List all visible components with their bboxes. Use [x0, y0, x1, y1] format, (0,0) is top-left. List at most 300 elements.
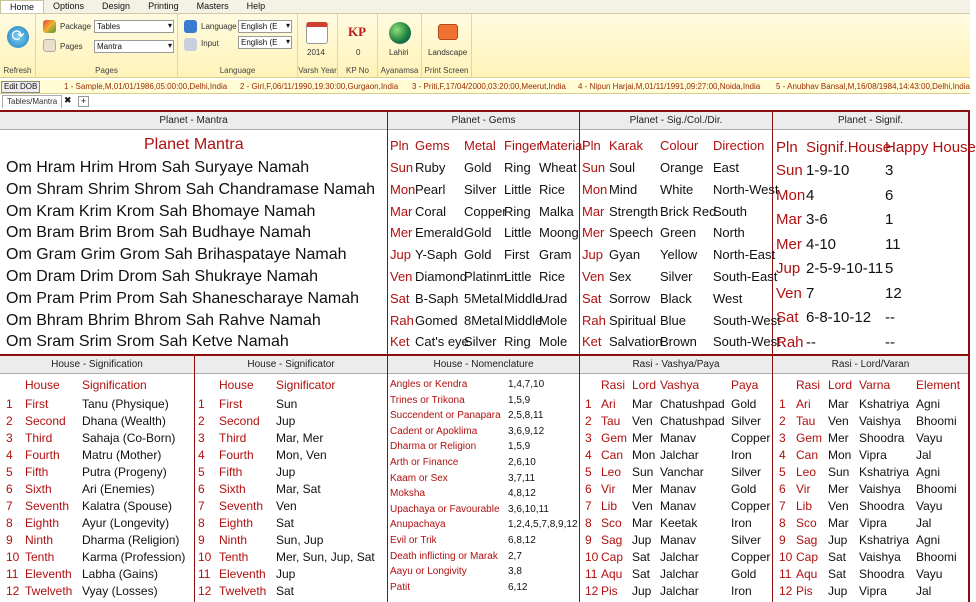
table-cell: Speech — [609, 225, 654, 241]
table-cell: Mar, Mer — [276, 431, 324, 445]
profile-item[interactable]: 2 - Girl,F,06/11/1990,19:30:00,Gurgaon,India — [240, 82, 399, 91]
table-cell: First — [504, 247, 530, 263]
table-cell: Jup — [632, 533, 652, 547]
table-cell: North-East — [713, 247, 776, 263]
table-cell: South — [713, 203, 747, 219]
input-label: Input — [201, 39, 219, 48]
table-cell: Cat's eye — [415, 334, 469, 350]
table-cell: 5 — [885, 260, 894, 277]
table-cell: Ruby — [415, 160, 446, 175]
table-cell: Vipra — [859, 516, 887, 530]
table-cell: Mar — [776, 211, 802, 228]
landscape-icon[interactable] — [438, 24, 458, 40]
table-cell: Dhana (Wealth) — [82, 414, 166, 428]
table-cell: Jup — [276, 414, 296, 428]
table-cell: Ari (Enemies) — [82, 482, 155, 496]
table-cell: Vaishya — [859, 550, 901, 564]
profile-item[interactable]: 3 - Priti,F,17/04/2000,03:20:00,Meerut,India — [412, 82, 566, 91]
table-cell: Blue — [660, 312, 687, 328]
table-cell: 7 — [585, 499, 592, 513]
table-cell: Diamond — [415, 269, 468, 284]
table-cell: B-Saph — [415, 290, 459, 306]
table-cell: -- — [885, 333, 895, 351]
column-header: Pln — [582, 138, 601, 153]
table-cell: Fifth — [25, 465, 49, 479]
panel-title: House - Signification — [0, 356, 194, 374]
table-cell: Jup — [828, 584, 848, 598]
table-cell: Mon — [390, 181, 416, 197]
table-cell: 1-9-10 — [806, 162, 850, 179]
table-cell: Agni — [916, 533, 941, 547]
table-cell: Iron — [731, 516, 752, 530]
table-cell: Ven — [276, 499, 297, 513]
table-cell: Ven — [828, 414, 849, 428]
table-cell: Sat — [390, 290, 410, 306]
table-cell: Sixth — [219, 482, 246, 496]
kp-icon[interactable]: KP — [348, 24, 367, 39]
table-cell: Bhoomi — [916, 550, 957, 564]
table-cell: Fifth — [219, 465, 243, 479]
table-cell: 10 — [585, 550, 599, 564]
table-cell: -- — [806, 333, 816, 351]
table-cell: Sex — [609, 269, 632, 284]
table-cell: Urad — [539, 290, 568, 306]
column-header: Material — [539, 138, 586, 153]
new-tab-button[interactable]: + — [78, 96, 89, 107]
table-cell: Rice — [539, 181, 566, 197]
table-cell: Death inflicting or Marak — [390, 550, 498, 562]
table-cell: Silver — [660, 269, 693, 284]
table-cell: 11 — [885, 235, 901, 253]
table-cell: 12 — [885, 284, 902, 302]
table-cell: Sat — [276, 584, 295, 598]
landscape-label[interactable]: Landscape — [428, 48, 468, 57]
table-cell: 2 — [198, 414, 205, 428]
table-cell: 5Metal — [464, 290, 504, 306]
table-cell: Ayur (Longevity) — [82, 516, 170, 530]
column-header: Colour — [660, 138, 699, 153]
table-cell: Twelveth — [25, 584, 73, 598]
table-cell: Silver — [731, 465, 762, 479]
table-cell: Little — [504, 269, 532, 284]
table-cell: 4 — [779, 448, 786, 462]
table-cell: 11 — [198, 567, 211, 581]
table-cell: Mar — [828, 397, 849, 411]
table-cell: Middle — [504, 312, 543, 328]
table-cell: Silver — [731, 533, 762, 547]
table-cell: 7 — [6, 499, 13, 513]
table-cell: Manav — [660, 533, 697, 547]
table-cell: Pis — [601, 584, 618, 598]
language-icon — [184, 20, 197, 33]
table-cell: Sco — [796, 516, 817, 530]
table-cell: Seventh — [219, 499, 264, 513]
table-cell: Vayu — [916, 499, 943, 513]
table-cell: Mon — [582, 181, 608, 197]
table-cell: First — [219, 397, 243, 411]
table-cell: Cap — [601, 550, 624, 564]
table-cell: Sat — [632, 567, 651, 581]
column-header: House — [25, 378, 60, 392]
table-cell: Little — [504, 225, 532, 241]
table-cell: Second — [219, 414, 260, 428]
table-cell: 12 — [585, 584, 599, 598]
table-cell: Dharma (Religion) — [82, 533, 180, 547]
table-cell: 1 — [885, 211, 894, 228]
table-cell: Soul — [609, 160, 636, 175]
table-cell: Ven — [390, 269, 413, 284]
column-header: Pln — [776, 139, 798, 156]
table-cell: Gold — [464, 247, 492, 263]
table-cell: 8 — [779, 516, 786, 530]
table-cell: Mer — [776, 235, 802, 253]
column-header: Varna — [859, 378, 891, 392]
table-cell: 2,5,8,11 — [508, 410, 544, 422]
table-cell: 3 — [885, 162, 894, 179]
table-cell: Fourth — [25, 448, 60, 462]
table-cell: Mole — [539, 312, 568, 328]
table-cell: Copper — [464, 203, 507, 219]
table-cell: Cadent or Apoklima — [390, 425, 478, 437]
table-cell: 9 — [198, 533, 205, 547]
table-cell: 7 — [198, 499, 205, 513]
table-cell: Silver — [464, 334, 497, 350]
column-header: Vashya — [660, 378, 700, 392]
table-cell: Eleventh — [25, 567, 72, 581]
table-cell: 6 — [585, 482, 592, 496]
table-cell: Kalatra (Spouse) — [82, 499, 173, 513]
panel-title: Planet - Signif. — [773, 112, 968, 130]
table-cell: Putra (Progeny) — [82, 465, 167, 479]
column-header: Finger — [504, 138, 541, 153]
table-cell: Agni — [916, 397, 941, 411]
table-cell: Brown — [660, 334, 697, 350]
table-cell: Chatushpad — [660, 414, 725, 428]
column-header: Lord — [632, 378, 657, 392]
table-cell: Tau — [796, 414, 816, 428]
table-cell: Leo — [601, 465, 622, 479]
table-cell: Eighth — [219, 516, 254, 530]
mantra-row: Om Kram Krim Krom Sah Bhomaye Namah — [6, 202, 316, 220]
table-cell: 12 — [198, 584, 212, 598]
table-cell: Mon — [828, 448, 852, 462]
table-cell: Trines or Trikona — [390, 394, 465, 406]
planet-gems-panel — [388, 112, 586, 354]
table-cell: Silver — [464, 181, 497, 197]
table-cell: Gold — [464, 225, 492, 241]
table-cell: Orange — [660, 160, 704, 175]
table-cell: Jal — [916, 584, 932, 598]
panel-title: Planet - Sig./Col./Dir. — [580, 112, 772, 130]
table-cell: 1 — [779, 397, 786, 411]
table-cell: 6,8,12 — [508, 535, 536, 546]
house-nomenclature-panel — [388, 356, 580, 602]
table-cell: Gold — [731, 567, 757, 581]
menu-options[interactable]: Options — [53, 1, 85, 11]
table-cell: Mar — [582, 203, 605, 219]
column-header: Rasi — [601, 378, 626, 392]
profile-item[interactable]: 1 - Sample,M,01/01/1986,05:00:00,Delhi,India — [64, 82, 228, 91]
table-cell: 8 — [198, 516, 205, 530]
table-cell: Sco — [601, 516, 622, 530]
table-cell: 3 — [6, 431, 13, 445]
table-cell: Aqu — [601, 567, 623, 581]
table-cell: 4 — [806, 186, 815, 204]
pages-select[interactable]: Mantra ▾ — [94, 40, 174, 53]
table-cell: Ven — [582, 269, 605, 284]
table-cell: Green — [660, 225, 697, 241]
table-cell: Gold — [464, 160, 492, 175]
table-cell: 9 — [585, 533, 592, 547]
table-cell: First — [25, 397, 49, 411]
table-cell: Leo — [796, 465, 817, 479]
table-cell: Shoodra — [859, 499, 905, 513]
varsh-year-label: Varsh Year — [298, 66, 337, 75]
table-cell: 1 — [6, 397, 13, 411]
mantra-row: Om Bram Brim Brom Sah Budhaye Namah — [6, 224, 311, 242]
table-cell: 11 — [6, 567, 19, 581]
table-cell: 3 — [198, 431, 205, 445]
menu-design[interactable]: Design — [102, 1, 131, 11]
menu-bar — [0, 0, 970, 14]
house-signification-panel — [0, 356, 195, 602]
table-cell: Mole — [539, 334, 568, 350]
table-cell: 2,7 — [508, 550, 522, 562]
table-cell: Mer, Sun, Jup, Sat — [276, 550, 375, 564]
table-cell: 3,8 — [508, 566, 522, 578]
table-cell: Keetak — [660, 516, 698, 530]
table-cell: Vipra — [859, 448, 887, 462]
table-cell: Rah — [776, 333, 804, 351]
table-cell: Angles or Kendra — [390, 379, 468, 390]
table-cell: Sun — [776, 162, 803, 179]
table-cell: Gold — [731, 397, 757, 411]
table-cell: Vaishya — [859, 414, 901, 428]
input-select[interactable]: English (E ▾ — [238, 36, 292, 49]
menu-printing[interactable]: Printing — [148, 1, 179, 11]
table-cell: Manav — [660, 431, 697, 445]
planet-sig-panel — [580, 112, 781, 354]
table-cell: Third — [25, 431, 53, 445]
table-cell: Iron — [731, 584, 752, 598]
kp-no-group[interactable] — [338, 14, 378, 78]
table-cell: Mer — [632, 431, 653, 445]
table-cell: Tau — [601, 414, 621, 428]
table-cell: Black — [660, 290, 692, 306]
table-cell: Sag — [796, 533, 818, 547]
table-cell: Manav — [660, 482, 697, 496]
table-cell: Ari — [601, 397, 616, 411]
table-cell: Third — [219, 431, 247, 445]
table-cell: Sun — [276, 397, 298, 411]
table-cell: 6 — [885, 186, 894, 204]
table-cell: Mar — [632, 516, 653, 530]
planet-mantra-panel — [0, 112, 388, 354]
table-cell: 9 — [6, 533, 13, 547]
table-cell: Jup — [276, 567, 296, 581]
profile-item[interactable]: 5 - Anubhav Bansal,M,16/08/1984,14:43:00,Delhi,India — [776, 82, 970, 91]
menu-masters[interactable]: Masters — [196, 1, 229, 11]
ayanamsa-label: Ayanamsa — [380, 66, 419, 75]
close-tab-icon[interactable]: ✖ — [64, 95, 72, 105]
table-cell: 5 — [198, 465, 205, 479]
refresh-label[interactable]: Refresh — [3, 66, 32, 75]
table-cell: Shoodra — [859, 431, 905, 445]
table-cell: Platinm — [464, 269, 508, 284]
table-cell: 3 — [779, 431, 786, 445]
menu-help[interactable]: Help — [246, 1, 266, 11]
column-header: Element — [916, 378, 961, 392]
ayanamsa-value[interactable]: Lahiri — [389, 48, 409, 57]
table-cell: 10 — [6, 550, 20, 564]
mantra-row: Om Pram Prim Prom Sah Shanescharaye Namah — [6, 289, 360, 307]
tab-tables-mantra[interactable]: Tables/Mantra — [2, 95, 62, 108]
table-cell: Gem — [601, 431, 628, 445]
kp-no-value[interactable]: 0 — [356, 48, 361, 57]
table-cell: Malka — [539, 203, 574, 219]
table-cell: Gold — [731, 482, 757, 496]
table-cell: Ven — [828, 499, 849, 513]
table-cell: South-West — [713, 312, 781, 328]
language-select[interactable]: English (E ▾ — [238, 20, 292, 33]
table-cell: Twelveth — [219, 584, 267, 598]
table-cell: Gomed — [415, 312, 458, 328]
table-cell: Sahaja (Co-Born) — [82, 431, 176, 445]
table-cell: 2-5-9-10-11 — [806, 260, 884, 277]
column-header: Planet Mantra — [144, 136, 244, 153]
table-cell: Vir — [796, 482, 811, 496]
table-cell: Jup — [776, 260, 801, 277]
profile-item[interactable]: 4 - Nipun Harjai,M,01/11/1991,09:27:00,Noida,India — [578, 82, 761, 91]
rasi-vashya-panel — [580, 356, 773, 602]
refresh-icon[interactable]: ⟳ — [7, 26, 29, 48]
table-cell: 3,6,10,11 — [508, 503, 549, 515]
table-cell: North — [713, 225, 745, 241]
table-cell: Yellow — [660, 247, 698, 263]
table-cell: Tenth — [25, 550, 55, 564]
table-cell: Spiritual — [609, 312, 656, 328]
table-cell: Ring — [504, 160, 531, 175]
table-cell: Sat — [582, 290, 602, 306]
table-cell: Cap — [796, 550, 819, 564]
table-cell: Silver — [731, 414, 762, 428]
table-cell: Jup — [390, 247, 411, 263]
table-cell: Sorrow — [609, 290, 651, 306]
table-cell: 5 — [585, 465, 592, 479]
table-cell: Lib — [796, 499, 813, 513]
table-cell: Jal — [916, 448, 932, 462]
table-cell: Lib — [601, 499, 618, 513]
mantra-row: Om Gram Grim Grom Sah Brihaspataye Namah — [6, 246, 347, 264]
table-cell: North-West — [713, 181, 779, 197]
ayanamsa-group[interactable] — [378, 14, 422, 78]
table-cell: Ring — [504, 203, 531, 219]
planet-signif-panel — [773, 112, 976, 354]
table-cell: Moong — [539, 225, 579, 241]
table-cell: Chatushpad — [660, 397, 725, 411]
package-select[interactable]: Tables ▾ — [94, 20, 174, 33]
table-cell: 4-10 — [806, 235, 837, 253]
table-cell: Vyay (Losses) — [82, 584, 158, 598]
table-cell: 4 — [585, 448, 592, 462]
table-cell: 1,5,9 — [508, 394, 531, 406]
table-cell: Vayu — [916, 431, 943, 445]
table-cell: Mar, Sat — [276, 482, 321, 496]
refresh-group[interactable] — [0, 14, 36, 78]
table-cell: 5 — [6, 465, 13, 479]
table-cell: 9 — [779, 533, 786, 547]
table-cell: 3,6,9,12 — [508, 425, 545, 437]
table-cell: 1 — [198, 397, 205, 411]
table-cell: Gram — [539, 247, 572, 263]
table-cell: 6 — [6, 482, 13, 496]
table-cell: 3-6 — [806, 211, 828, 228]
table-cell: Sat — [276, 516, 295, 530]
varsh-year-group[interactable] — [298, 14, 338, 78]
table-cell: Mon — [776, 186, 806, 204]
table-cell: Pis — [796, 584, 813, 598]
column-header: Direction — [713, 138, 765, 153]
pages-group — [36, 14, 178, 78]
mantra-row: Om Hram Hrim Hrom Sah Suryaye Namah — [6, 159, 310, 176]
table-cell: Jup — [276, 465, 296, 479]
table-cell: Mar — [632, 397, 653, 411]
table-cell: Anupachaya — [390, 519, 446, 531]
table-cell: Aayu or Longivity — [390, 566, 467, 578]
table-cell: 8Metal — [464, 312, 504, 328]
table-cell: Mon — [632, 448, 656, 462]
input-icon — [184, 38, 197, 51]
table-cell: East — [713, 160, 740, 175]
profile-bar — [0, 80, 970, 94]
varsh-year-value[interactable]: 2014 — [307, 48, 325, 57]
calendar-icon[interactable] — [306, 22, 328, 44]
table-cell: Rice — [539, 269, 566, 284]
table-cell: Succendent or Panapara — [390, 410, 501, 422]
table-cell: Patit — [390, 581, 411, 593]
table-cell: Wheat — [539, 160, 577, 175]
table-cell: 6,12 — [508, 581, 528, 593]
print-screen-group[interactable] — [422, 14, 472, 78]
table-cell: Aqu — [796, 567, 818, 581]
table-cell: Evil or Trik — [390, 535, 437, 546]
column-header: Gems — [415, 138, 450, 153]
globe-icon[interactable] — [389, 22, 411, 44]
mantra-row: Om Shram Shrim Shrom Sah Chandramase Namah — [6, 180, 376, 198]
table-cell: Vanchar — [660, 465, 704, 479]
table-cell: 1,5,9 — [508, 441, 531, 453]
table-cell: Rah — [582, 312, 606, 328]
column-header: Signification — [82, 378, 147, 392]
table-cell: Sun — [828, 465, 850, 479]
table-cell: Jal — [916, 516, 932, 530]
table-cell: Vayu — [916, 567, 943, 581]
edit-dob-button[interactable]: Edit DOB — [1, 81, 40, 93]
panel-title: House - Significator — [195, 356, 387, 374]
table-cell: Tenth — [219, 550, 249, 564]
table-cell: Gyan — [609, 247, 641, 263]
table-cell: Copper — [731, 499, 771, 513]
table-cell: 6-8-10-12 — [806, 309, 872, 326]
table-cell: Jup — [582, 247, 603, 263]
column-header: Happy House — [885, 139, 976, 156]
table-cell: 1,2,4,5,7,8,9,12 — [508, 519, 578, 531]
table-cell: Seventh — [25, 499, 70, 513]
table-cell: Karma (Profession) — [82, 550, 186, 564]
menu-home[interactable]: Home — [0, 0, 44, 13]
mantra-row: Om Bhram Bhrim Bhrom Sah Rahve Namah — [6, 311, 321, 329]
table-cell: 10 — [198, 550, 212, 564]
